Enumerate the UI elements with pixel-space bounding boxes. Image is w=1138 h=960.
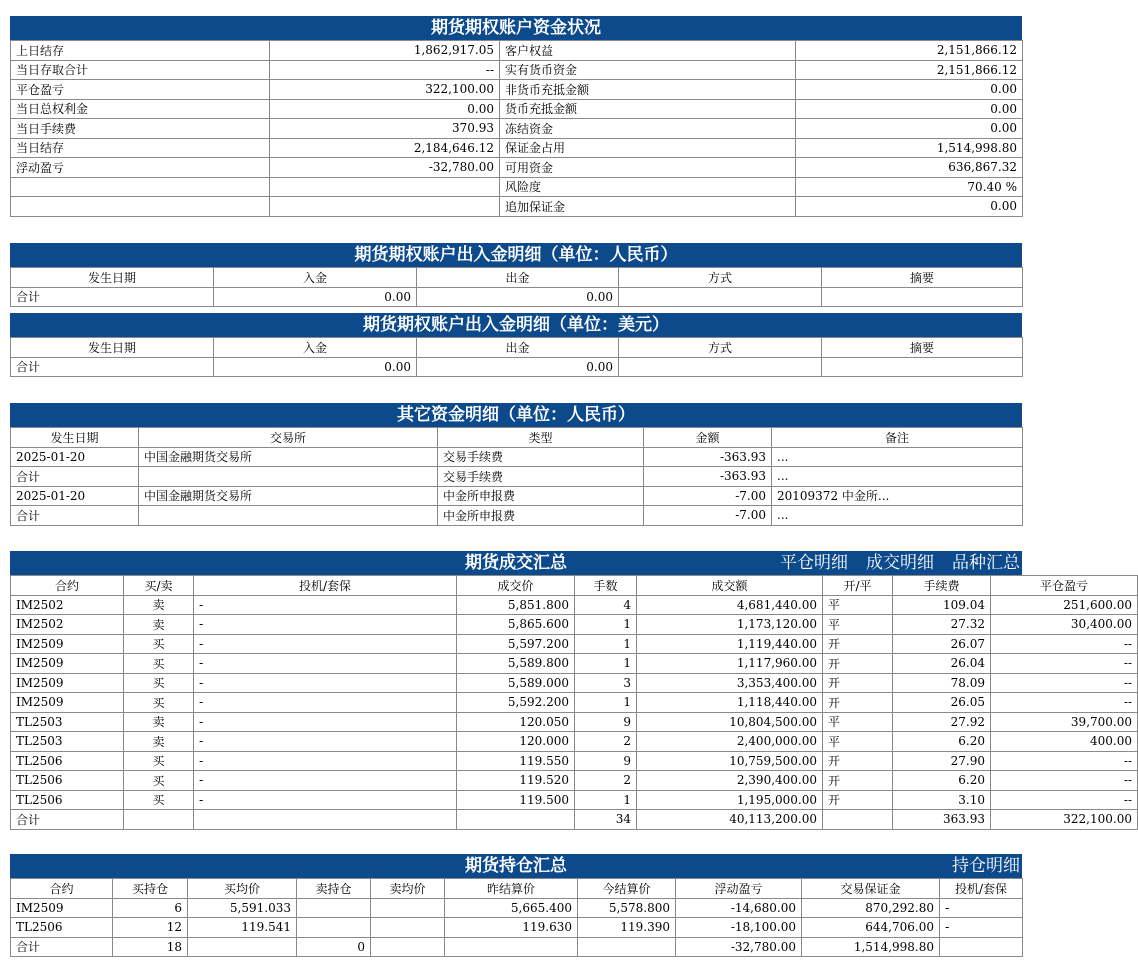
- table-row: [11, 595, 1138, 615]
- table-cell: -: [940, 918, 1023, 938]
- table-cell: 平: [823, 615, 893, 635]
- table-cell: [371, 898, 445, 918]
- table-cell: 1: [575, 790, 637, 810]
- table-cell: 0.00: [417, 357, 619, 377]
- table-cell: 1,195,000.00: [637, 790, 823, 810]
- table-cell: 6.20: [893, 732, 991, 752]
- account-label: 非货币充抵金额: [500, 80, 796, 100]
- table-cell: [124, 810, 194, 830]
- column-header: 合约: [11, 879, 113, 899]
- table-cell: 2,400,000.00: [637, 732, 823, 752]
- table-cell: -: [194, 693, 457, 713]
- column-header: 发生日期: [11, 338, 214, 358]
- table-cell: -363.93: [644, 467, 772, 487]
- table-cell: 10,759,500.00: [637, 751, 823, 771]
- account-label: 当日存取合计: [11, 60, 270, 80]
- table-cell: 9: [575, 751, 637, 771]
- account-label: 冻结资金: [500, 119, 796, 139]
- column-header: 发生日期: [11, 268, 214, 288]
- table-cell: 买: [124, 771, 194, 791]
- table-cell: 119.541: [188, 918, 297, 938]
- account-label: 上日结存: [11, 41, 270, 61]
- table-cell: 109.04: [893, 595, 991, 615]
- trades-title-text: 期货成交汇总: [465, 553, 567, 573]
- trades-table: [10, 575, 1138, 830]
- column-header: 交易所: [139, 428, 438, 448]
- table-cell: 3,353,400.00: [637, 673, 823, 693]
- table-row: [11, 918, 1023, 938]
- table-cell: -: [194, 673, 457, 693]
- table-cell: --: [991, 654, 1138, 674]
- table-cell: 39,700.00: [991, 712, 1138, 732]
- table-cell: IM2502: [11, 615, 124, 635]
- table-cell: [139, 467, 438, 487]
- table-cell: 1,119,440.00: [637, 634, 823, 654]
- column-header: 入金: [214, 268, 417, 288]
- column-header: 摘要: [822, 268, 1023, 288]
- table-cell: 合计: [11, 506, 139, 526]
- table-cell: 1,173,120.00: [637, 615, 823, 635]
- account-label: 追加保证金: [500, 197, 796, 217]
- table-cell: 40,113,200.00: [637, 810, 823, 830]
- table-cell: [823, 810, 893, 830]
- table-cell: 5,589.800: [457, 654, 575, 674]
- table-row: [11, 693, 1138, 713]
- table-cell: 合计: [11, 357, 214, 377]
- table-cell: 27.90: [893, 751, 991, 771]
- table-cell: 120.050: [457, 712, 575, 732]
- table-cell: 卖: [124, 595, 194, 615]
- table-cell: 119.550: [457, 751, 575, 771]
- account-label: 当日总权利金: [11, 99, 270, 119]
- table-cell: IM2509: [11, 693, 124, 713]
- table-cell: 2025-01-20: [11, 447, 139, 467]
- column-header: 浮动盈亏: [676, 879, 802, 899]
- table-row: [11, 673, 1138, 693]
- io-usd-section: [10, 313, 1022, 377]
- table-cell: -: [194, 771, 457, 791]
- table-cell: 买: [124, 634, 194, 654]
- table-cell: [445, 937, 578, 957]
- table-row: [11, 467, 1023, 487]
- column-header: 出金: [417, 268, 619, 288]
- table-cell: 开: [823, 634, 893, 654]
- total-row: [11, 357, 1023, 377]
- table-cell: 平: [823, 595, 893, 615]
- table-cell: TL2503: [11, 712, 124, 732]
- table-cell: [188, 937, 297, 957]
- table-cell: TL2506: [11, 918, 113, 938]
- table-cell: 0: [297, 937, 371, 957]
- account-value: 0.00: [796, 197, 1023, 217]
- table-cell: 26.05: [893, 693, 991, 713]
- table-cell: 78.09: [893, 673, 991, 693]
- table-cell: IM2509: [11, 673, 124, 693]
- account-value: 70.40 %: [796, 177, 1023, 197]
- table-cell: 中国金融期货交易所: [139, 447, 438, 467]
- column-header: 备注: [772, 428, 1023, 448]
- table-cell: TL2506: [11, 771, 124, 791]
- table-cell: 买: [124, 673, 194, 693]
- table-cell: -: [940, 898, 1023, 918]
- account-row: [11, 119, 1023, 139]
- table-cell: 0.00: [417, 287, 619, 307]
- column-header: 发生日期: [11, 428, 139, 448]
- account-value: 0.00: [270, 99, 500, 119]
- account-value: 0.00: [796, 80, 1023, 100]
- table-cell: -: [194, 751, 457, 771]
- column-header: 手数: [575, 576, 637, 596]
- table-cell: 26.04: [893, 654, 991, 674]
- table-cell: 2: [575, 732, 637, 752]
- table-cell: 开: [823, 771, 893, 791]
- table-cell: 644,706.00: [802, 918, 940, 938]
- column-header: 买/卖: [124, 576, 194, 596]
- table-cell: --: [991, 634, 1138, 654]
- account-row: [11, 99, 1023, 119]
- table-cell: 开: [823, 790, 893, 810]
- account-row: [11, 80, 1023, 100]
- positions-table: [10, 878, 1023, 957]
- account-status-title: 期货期权账户资金状况: [10, 16, 1022, 40]
- positions-section: [10, 854, 1022, 957]
- table-cell: 6: [113, 898, 188, 918]
- table-cell: 2025-01-20: [11, 486, 139, 506]
- table-cell: 合计: [11, 467, 139, 487]
- table-cell: 26.07: [893, 634, 991, 654]
- account-label: 当日手续费: [11, 119, 270, 139]
- table-row: [11, 486, 1023, 506]
- account-label: 货币充抵金额: [500, 99, 796, 119]
- table-cell: 1,117,960.00: [637, 654, 823, 674]
- table-cell: -7.00: [644, 506, 772, 526]
- table-row: [11, 898, 1023, 918]
- table-cell: [578, 937, 676, 957]
- column-header: 出金: [417, 338, 619, 358]
- account-value: [270, 177, 500, 197]
- column-header: 买持仓: [113, 879, 188, 899]
- account-label: [11, 177, 270, 197]
- column-header: 平仓盈亏: [991, 576, 1138, 596]
- table-cell: [194, 810, 457, 830]
- table-cell: 开: [823, 751, 893, 771]
- table-cell: 卖: [124, 732, 194, 752]
- table-cell: -: [194, 712, 457, 732]
- table-cell: [619, 357, 822, 377]
- table-cell: TL2506: [11, 790, 124, 810]
- table-row: [11, 506, 1023, 526]
- table-cell: 3: [575, 673, 637, 693]
- total-row: [11, 937, 1023, 957]
- table-cell: 18: [113, 937, 188, 957]
- table-cell: 34: [575, 810, 637, 830]
- table-cell: 322,100.00: [991, 810, 1138, 830]
- table-cell: 5,589.000: [457, 673, 575, 693]
- table-cell: 买: [124, 790, 194, 810]
- table-cell: --: [991, 790, 1138, 810]
- column-header: 类型: [438, 428, 644, 448]
- table-cell: -363.93: [644, 447, 772, 467]
- account-value: 1,514,998.80: [796, 138, 1023, 158]
- table-cell: 中金所申报费: [438, 486, 644, 506]
- column-header: 合约: [11, 576, 124, 596]
- account-value: 0.00: [796, 119, 1023, 139]
- account-value: 0.00: [796, 99, 1023, 119]
- account-value: 2,151,866.12: [796, 41, 1023, 61]
- io-rmb-section: [10, 243, 1022, 307]
- table-cell: ...: [772, 447, 1023, 467]
- table-cell: 平: [823, 732, 893, 752]
- table-cell: 3.10: [893, 790, 991, 810]
- table-cell: 合计: [11, 810, 124, 830]
- link-product-summary[interactable]: 品种汇总: [952, 553, 1020, 573]
- table-cell: 12: [113, 918, 188, 938]
- column-header: 交易保证金: [802, 879, 940, 899]
- table-cell: 中国金融期货交易所: [139, 486, 438, 506]
- table-cell: -: [194, 790, 457, 810]
- table-cell: TL2503: [11, 732, 124, 752]
- table-cell: IM2509: [11, 898, 113, 918]
- table-cell: ...: [772, 506, 1023, 526]
- table-row: [11, 654, 1138, 674]
- io-usd-title: 期货期权账户出入金明细（单位：美元）: [10, 313, 1022, 337]
- table-cell: 6.20: [893, 771, 991, 791]
- table-cell: 119.520: [457, 771, 575, 791]
- table-cell: 120.000: [457, 732, 575, 752]
- account-label: 当日结存: [11, 138, 270, 158]
- table-cell: 251,600.00: [991, 595, 1138, 615]
- column-header: 入金: [214, 338, 417, 358]
- table-cell: 合计: [11, 937, 113, 957]
- table-cell: 平: [823, 712, 893, 732]
- table-cell: 400.00: [991, 732, 1138, 752]
- account-row: [11, 60, 1023, 80]
- table-cell: 开: [823, 654, 893, 674]
- table-cell: 2,390,400.00: [637, 771, 823, 791]
- column-header: 成交价: [457, 576, 575, 596]
- table-cell: 10,804,500.00: [637, 712, 823, 732]
- account-value: --: [270, 60, 500, 80]
- table-cell: 5,592.200: [457, 693, 575, 713]
- io-usd-table: [10, 337, 1023, 377]
- table-cell: 5,865.600: [457, 615, 575, 635]
- account-label: 浮动盈亏: [11, 158, 270, 178]
- table-cell: -32,780.00: [676, 937, 802, 957]
- account-row: [11, 138, 1023, 158]
- column-header: 手续费: [893, 576, 991, 596]
- table-cell: 卖: [124, 615, 194, 635]
- column-header: 今结算价: [578, 879, 676, 899]
- table-cell: [457, 810, 575, 830]
- account-label: 可用资金: [500, 158, 796, 178]
- table-cell: [139, 506, 438, 526]
- table-cell: 119.630: [445, 918, 578, 938]
- table-cell: 2: [575, 771, 637, 791]
- column-header: 买均价: [188, 879, 297, 899]
- table-cell: --: [991, 771, 1138, 791]
- link-close-detail[interactable]: 平仓明细: [780, 553, 848, 573]
- table-row: [11, 771, 1138, 791]
- table-cell: 5,851.800: [457, 595, 575, 615]
- table-cell: 5,597.200: [457, 634, 575, 654]
- table-cell: [822, 287, 1023, 307]
- account-label: 客户权益: [500, 41, 796, 61]
- table-cell: -18,100.00: [676, 918, 802, 938]
- table-cell: ...: [772, 467, 1023, 487]
- table-cell: IM2502: [11, 595, 124, 615]
- table-cell: 1: [575, 615, 637, 635]
- table-cell: [297, 898, 371, 918]
- account-status-section: [10, 16, 1022, 217]
- account-row: [11, 177, 1023, 197]
- account-label: 保证金占用: [500, 138, 796, 158]
- table-cell: 1: [575, 693, 637, 713]
- table-row: [11, 634, 1138, 654]
- table-cell: -: [194, 634, 457, 654]
- table-cell: [371, 937, 445, 957]
- table-cell: --: [991, 673, 1138, 693]
- account-value: 636,867.32: [796, 158, 1023, 178]
- table-cell: 27.32: [893, 615, 991, 635]
- table-cell: -: [194, 654, 457, 674]
- other-funds-table: [10, 427, 1023, 526]
- table-row: [11, 751, 1138, 771]
- table-cell: 5,578.800: [578, 898, 676, 918]
- table-cell: 119.390: [578, 918, 676, 938]
- table-cell: [940, 937, 1023, 957]
- column-header: 昨结算价: [445, 879, 578, 899]
- table-cell: 买: [124, 654, 194, 674]
- table-cell: [297, 918, 371, 938]
- trades-title: [10, 551, 1022, 575]
- table-row: [11, 615, 1138, 635]
- table-cell: 买: [124, 751, 194, 771]
- table-row: [11, 712, 1138, 732]
- table-cell: 开: [823, 693, 893, 713]
- table-cell: 9: [575, 712, 637, 732]
- table-cell: 0.00: [214, 357, 417, 377]
- account-row: [11, 158, 1023, 178]
- table-cell: 0.00: [214, 287, 417, 307]
- account-value: 2,151,866.12: [796, 60, 1023, 80]
- account-label: [11, 197, 270, 217]
- table-row: [11, 732, 1138, 752]
- account-status-table: [10, 40, 1023, 217]
- account-value: -32,780.00: [270, 158, 500, 178]
- table-row: [11, 790, 1138, 810]
- account-row: [11, 197, 1023, 217]
- table-cell: 4: [575, 595, 637, 615]
- table-cell: [822, 357, 1023, 377]
- column-header: 卖均价: [371, 879, 445, 899]
- table-cell: 1,514,998.80: [802, 937, 940, 957]
- table-cell: 363.93: [893, 810, 991, 830]
- account-label: 风险度: [500, 177, 796, 197]
- account-value: 370.93: [270, 119, 500, 139]
- table-cell: IM2509: [11, 654, 124, 674]
- table-cell: 交易手续费: [438, 447, 644, 467]
- table-cell: 5,665.400: [445, 898, 578, 918]
- table-cell: 870,292.80: [802, 898, 940, 918]
- table-cell: -14,680.00: [676, 898, 802, 918]
- other-funds-title: 其它资金明细（单位：人民币）: [10, 403, 1022, 427]
- total-row: [11, 810, 1138, 830]
- table-cell: 合计: [11, 287, 214, 307]
- table-cell: -: [194, 615, 457, 635]
- table-cell: 20109372 中金所...: [772, 486, 1023, 506]
- io-rmb-table: [10, 267, 1023, 307]
- table-cell: 4,681,440.00: [637, 595, 823, 615]
- account-value: [270, 197, 500, 217]
- total-row: [11, 287, 1023, 307]
- column-header: 投机/套保: [940, 879, 1023, 899]
- table-cell: -: [194, 732, 457, 752]
- table-cell: TL2506: [11, 751, 124, 771]
- column-header: 卖持仓: [297, 879, 371, 899]
- table-cell: 卖: [124, 712, 194, 732]
- column-header: 成交额: [637, 576, 823, 596]
- table-cell: --: [991, 693, 1138, 713]
- table-cell: 1: [575, 654, 637, 674]
- table-row: [11, 447, 1023, 467]
- table-cell: 中金所申报费: [438, 506, 644, 526]
- account-value: 322,100.00: [270, 80, 500, 100]
- column-header: 金额: [644, 428, 772, 448]
- table-cell: 买: [124, 693, 194, 713]
- table-cell: [619, 287, 822, 307]
- table-cell: 5,591.033: [188, 898, 297, 918]
- column-header: 方式: [619, 268, 822, 288]
- table-cell: 30,400.00: [991, 615, 1138, 635]
- column-header: 投机/套保: [194, 576, 457, 596]
- link-position-detail[interactable]: 持仓明细: [952, 856, 1020, 876]
- table-cell: 1,118,440.00: [637, 693, 823, 713]
- account-value: 2,184,646.12: [270, 138, 500, 158]
- table-cell: 开: [823, 673, 893, 693]
- table-cell: 27.92: [893, 712, 991, 732]
- positions-title-text: 期货持仓汇总: [465, 856, 567, 876]
- table-cell: -7.00: [644, 486, 772, 506]
- account-value: 1,862,917.05: [270, 41, 500, 61]
- positions-title: [10, 854, 1022, 878]
- account-label: 平仓盈亏: [11, 80, 270, 100]
- table-cell: [371, 918, 445, 938]
- table-cell: 119.500: [457, 790, 575, 810]
- column-header: 摘要: [822, 338, 1023, 358]
- column-header: 开/平: [823, 576, 893, 596]
- account-label: 实有货币资金: [500, 60, 796, 80]
- trades-section: [10, 551, 1132, 830]
- column-header: 方式: [619, 338, 822, 358]
- other-funds-section: [10, 403, 1022, 526]
- table-cell: --: [991, 751, 1138, 771]
- table-cell: 1: [575, 634, 637, 654]
- io-rmb-title: 期货期权账户出入金明细（单位：人民币）: [10, 243, 1022, 267]
- table-cell: -: [194, 595, 457, 615]
- table-cell: IM2509: [11, 634, 124, 654]
- link-trade-detail[interactable]: 成交明细: [866, 553, 934, 573]
- table-cell: 交易手续费: [438, 467, 644, 487]
- account-row: [11, 41, 1023, 61]
